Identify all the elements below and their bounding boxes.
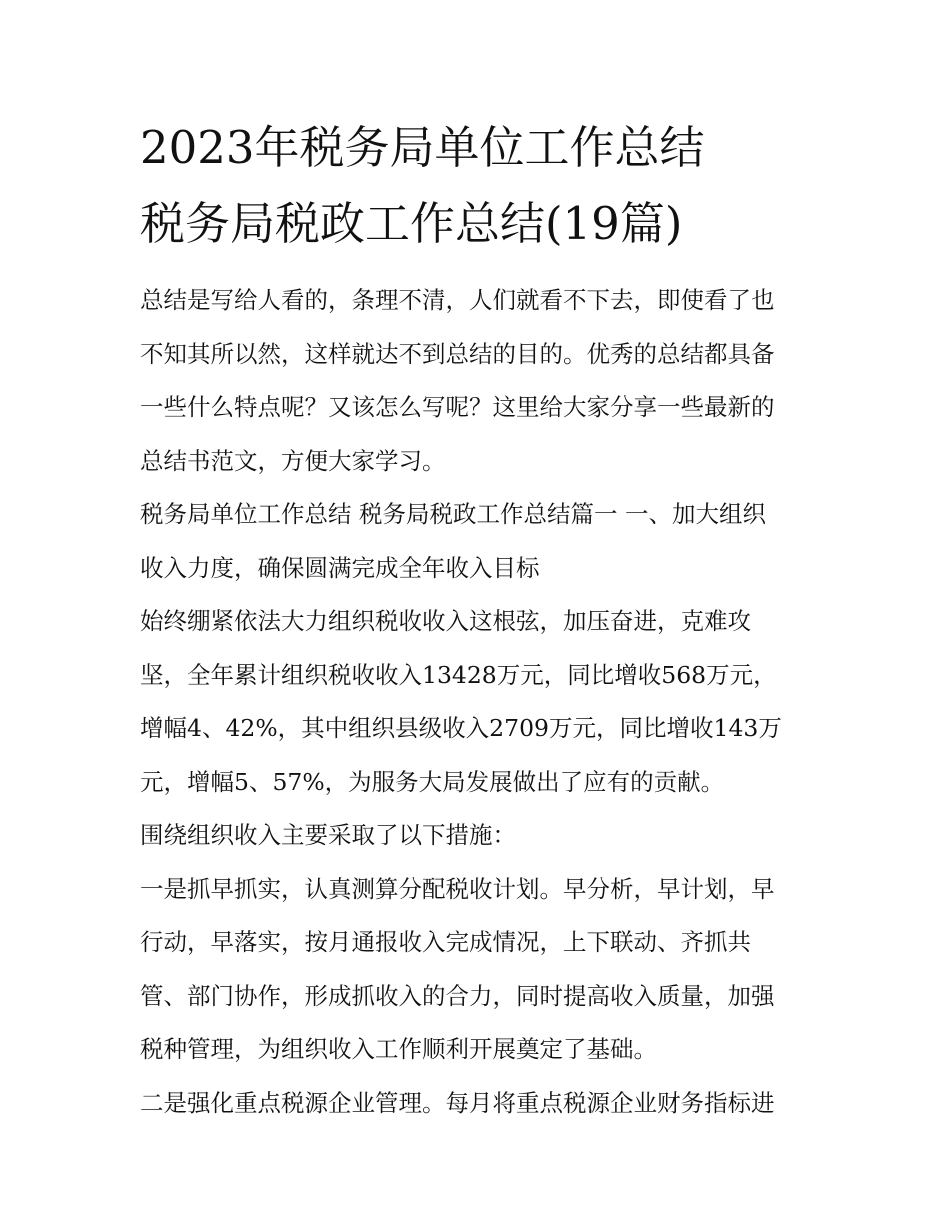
document-title-line-1: 2023年税务局单位工作总结 [140,121,705,174]
document-title-line-2: 税务局税政工作总结(19篇) [140,197,683,250]
body-line: 始终绷紧依法大力组织税收收入这根弦，加压奋进，克难攻 [140,607,751,635]
body-line: 二是强化重点税源企业管理。每月将重点税源企业财务指标进 [140,1088,775,1117]
body-line: 增幅4、42%，其中组织县级收入2709万元，同比增收143万 [140,714,782,742]
body-line: 税种管理，为组织收入工作顺利开展奠定了基础。 [140,1035,657,1063]
body-line: 一些什么特点呢？又该怎么写呢？这里给大家分享一些最新的 [140,393,775,421]
body-line: 元，增幅5、57%，为服务大局发展做出了应有的贡献。 [140,767,725,796]
body-line: 总结是写给人看的，条理不清，人们就看不下去，即使看了也 [140,286,775,314]
body-line: 税务局单位工作总结 税务局税政工作总结篇一 一、加大组织 [140,500,766,528]
body-line: 行动，早落实，按月通报收入完成情况，上下联动、齐抓共 [140,928,751,956]
body-line: 坚，全年累计组织税收收入13428万元，同比增收568万元， [140,660,777,689]
body-line: 一是抓早抓实，认真测算分配税收计划。早分析，早计划，早 [140,874,775,903]
body-line: 围绕组织收入主要采取了以下措施： [140,821,516,849]
body-line: 收入力度，确保圆满完成全年收入目标 [140,553,540,582]
body-line: 总结书范文，方便大家学习。 [140,446,446,475]
body-line: 不知其所以然，这样就达不到总结的目的。优秀的总结都具备 [140,339,775,368]
body-line: 管、部门协作，形成抓收入的合力，同时提高收入质量，加强 [140,981,775,1010]
document-body [140,274,820,1130]
